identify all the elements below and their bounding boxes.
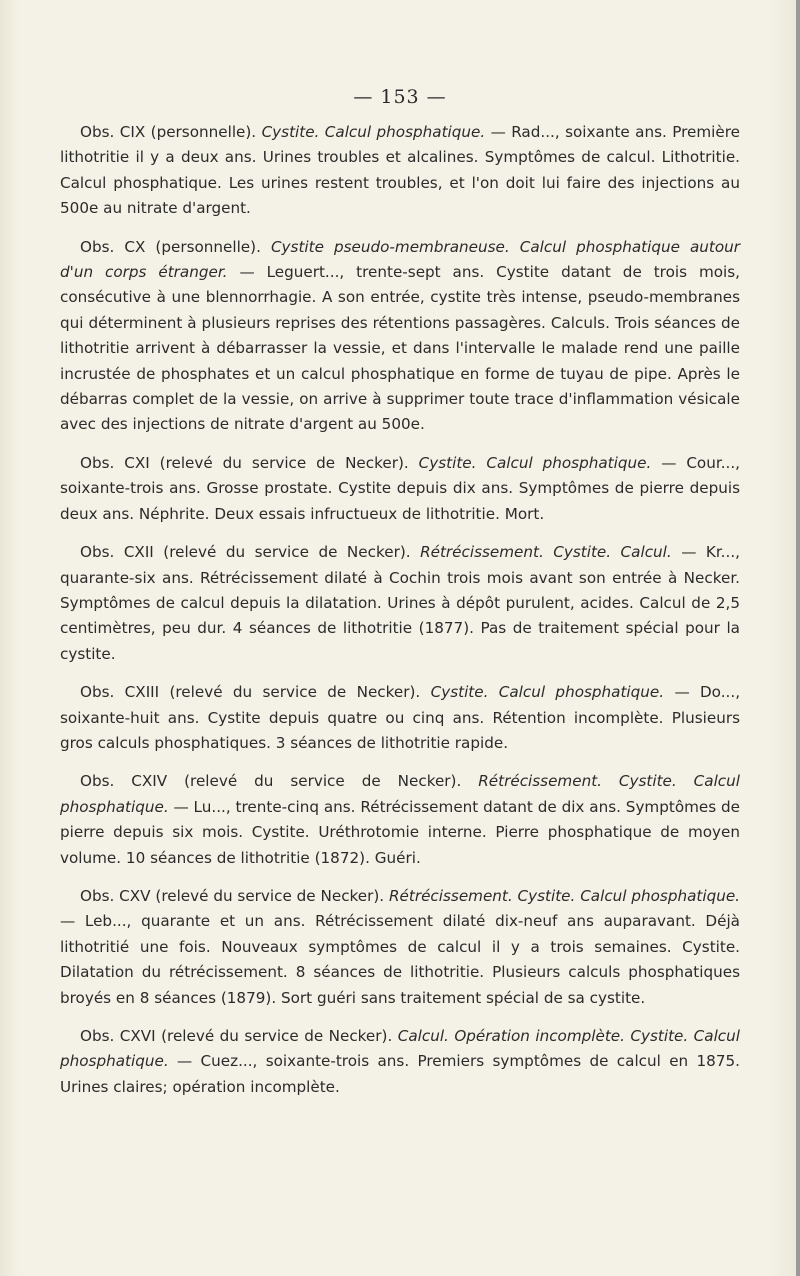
page-number: — 153 — [353, 86, 447, 108]
observation-cxv [60, 884, 740, 1011]
observation-head: Obs. CXIV (relevé du service de Necker). [80, 772, 462, 791]
observation-cxiv [60, 769, 740, 871]
observation-body: — Kr..., quarante-six ans. Rétrécissement dilaté à Cochin trois mois avant son entrée à Necker. Symptômes de calcul depuis la dilatation. Urines à dépôt purulent, acides. Calcul de 2,5 centimètres, peu dur. 4 séances de lithotritie (1877). Pas de traitement spécial pour la cystite. [60, 543, 740, 663]
observation-title: Rétrécissement. Cystite. Calcul. [420, 543, 672, 562]
observations-text [60, 120, 740, 1113]
observation-title: Cystite. Calcul phosphatique. [261, 123, 486, 141]
observation-cix [60, 120, 740, 222]
observation-body: — Cuez..., soixante-trois ans. Premiers symptômes de calcul en 1875. Urines claires; opération incomplète. [60, 1052, 740, 1096]
observation-title: Cystite. Calcul phosphatique. [430, 683, 665, 702]
observation-head: Obs. CX (personnelle). [80, 237, 261, 256]
observation-title: Cystite. Calcul phosphatique. [418, 453, 652, 472]
observation-cxii [60, 540, 740, 667]
observation-title: Cystite pseudo-membraneuse. Calcul phosphatique autour d'un corps étranger. [60, 237, 741, 282]
observation-body: — Rad..., soixante ans. Première lithotritie il y a deux ans. Urines troubles et alcalines. Symptômes de calcul. Lithotritie. Calcul phosphatique. Les urines restent troubles, et l'on doit lui faire des injections au 500e au nitrate d'argent. [60, 123, 741, 218]
observation-body: — Lu..., trente-cinq ans. Rétrécissement datant de dix ans. Symptômes de pierre depuis six mois. Cystite. Uréthrotomie interne. Pierre phosphatique de moyen volume. 10 séances de lithotritie (1872). Guéri. [60, 797, 740, 867]
observation-cxi [60, 451, 740, 527]
observation-cx [60, 235, 740, 438]
observation-title: Rétrécissement. Cystite. Calcul phosphatique. [60, 772, 741, 816]
observation-head: Obs. CXIII (relevé du service de Necker). [80, 683, 421, 702]
observation-head: Obs. CXVI (relevé du service de Necker). [80, 1027, 393, 1045]
observation-title: Calcul. Opération incomplète. Cystite. Calcul phosphatique. [60, 1027, 741, 1071]
observation-title: Rétrécissement. Cystite. Calcul phosphatique. [388, 886, 741, 905]
observation-body: — Do..., soixante-huit ans. Cystite depuis quatre ou cinq ans. Rétention incomplète. Plusieurs gros calculs phosphatiques. 3 séances de lithotritie rapide. [60, 683, 741, 752]
observation-head: Obs. CXV (relevé du service de Necker). [80, 886, 385, 905]
observation-cxiii [60, 680, 740, 756]
observation-body: — Leb..., quarante et un ans. Rétrécissement dilaté dix-neuf ans auparavant. Déjà lithotritié une fois. Nouveaux symptômes de calcul il y a trois semaines. Cystite. Dilatation du rétrécissement. 8 séances de lithotritie. Plusieurs calculs phosphatiques broyés en 8 séances (1879). Sort guéri sans traitement spécial de sa cystite. [60, 912, 740, 1007]
observation-head: Obs. CXII (relevé du service de Necker). [80, 543, 411, 562]
page-edge [796, 0, 800, 1276]
observation-body: — Cour..., soixante-trois ans. Grosse prostate. Cystite depuis dix ans. Symptômes de pierre depuis deux ans. Néphrite. Deux essais infructueux de lithotritie. Mort. [60, 453, 741, 523]
observation-head: Obs. CIX (personnelle). [80, 123, 257, 141]
observation-head: Obs. CXI (relevé du service de Necker). [80, 453, 409, 472]
observation-body: — Leguert..., trente-sept ans. Cystite datant de trois mois, consécutive à une blennorrhagie. A son entrée, cystite très intense, pseudo-membranes qui déterminent à plusieurs reprises des rétentions passagères. Calculs. Trois séances de lithotritie arrivent à débarrasser la vessie, et dans l'intervalle le malade rend une paille incrustée de phosphates et un calcul phosphatique en forme de tuyau de pipe. Après le débarras complet de la vessie, on arrive à supprimer toute trace d'inflammation vésicale avec des injections de nitrate d'argent au 500e. [60, 263, 740, 434]
observation-cxvi [60, 1024, 740, 1100]
